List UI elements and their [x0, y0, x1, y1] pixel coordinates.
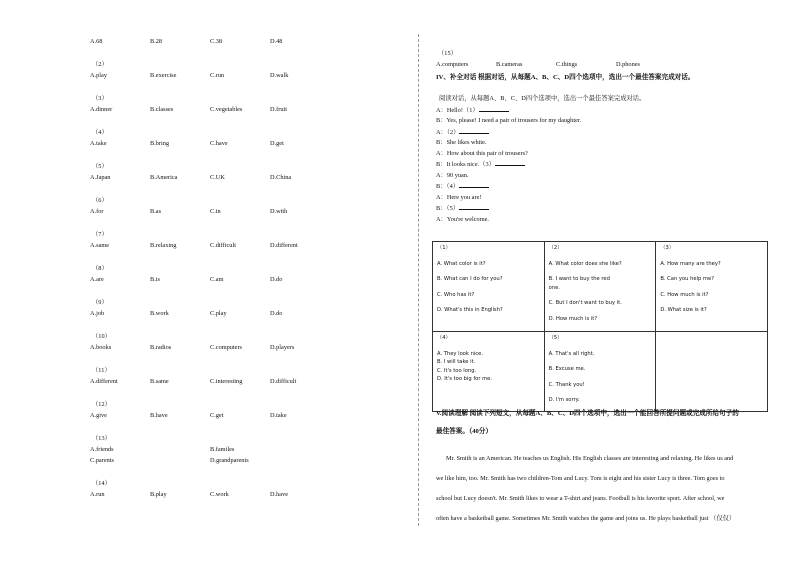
option-d: D.do [270, 276, 283, 283]
choice: D. What size is it? [660, 307, 707, 313]
option-c: C.in [210, 208, 221, 215]
left-column [88, 36, 408, 500]
option-b: B.work [150, 310, 169, 317]
option-b: B.have [150, 412, 168, 419]
option-c: C.run [210, 72, 225, 79]
choice: A. How many are they? [660, 260, 721, 267]
option-d: D.48 [270, 38, 283, 45]
question-7 [88, 229, 408, 251]
table-cell-empty [656, 332, 768, 412]
section-4-title: IV、补全对话 根据对话，从每题A、B、C、D四个选项中，选出一个最佳答案完成对话。 [436, 74, 695, 81]
option-d: D.difficult [270, 378, 297, 385]
question-number: （14） [92, 480, 111, 487]
option-b: B.bring [150, 140, 170, 147]
choice: B. What can I do for you? [437, 276, 503, 282]
question-number: （11） [92, 367, 111, 374]
choice: D. I'm sorry. [548, 397, 580, 403]
option-a: A.Japan [90, 174, 111, 181]
passage-line: school but Lucy doesn't. Mr. Smith likes to wear a T-shirt and jeans. Football is his favorite sport. After school, we [436, 495, 725, 502]
reading-passage [436, 449, 776, 529]
option-c: C.UK [210, 174, 225, 181]
option-a: A.books [90, 344, 112, 351]
option-a: A.take [90, 140, 107, 147]
question-15-number: （15） [438, 50, 457, 57]
question-number: （6） [92, 197, 108, 204]
dialogue-line: B：（5） [436, 203, 771, 215]
choice: B. Can you help me? [660, 276, 714, 282]
option-c: C.parents [90, 457, 114, 464]
dialogue-line: B：She likes white. [436, 139, 487, 146]
options-table [432, 241, 768, 412]
option-d: D.get [270, 140, 284, 147]
choice: C. How much is it? [660, 291, 709, 298]
question-number: （10） [92, 333, 111, 340]
dialogue-line: B：It looks nice.（3） [436, 159, 771, 171]
option-d: D.grandparents [210, 457, 249, 464]
question-2 [88, 59, 408, 81]
option-b: B.cameras [496, 61, 523, 68]
option-b: B.play [150, 491, 167, 498]
option-a: A.job [90, 310, 105, 317]
option-b: B.America [150, 174, 178, 181]
choice: D. What's this in English? [437, 307, 503, 313]
question-11 [88, 365, 408, 387]
question-4 [88, 127, 408, 149]
option-c: C.computers [210, 344, 243, 351]
question-number: （9） [92, 299, 108, 306]
question-number: （4） [92, 129, 108, 136]
option-d: D.phones [616, 61, 640, 68]
option-b: B.exercise [150, 72, 177, 79]
table-cell-5: （5） A. That's all right. B. Excuse me. C. Thank you! D. I'm sorry. [544, 332, 656, 412]
option-c: C.interesting [210, 378, 243, 385]
option-a: A.for [90, 208, 104, 215]
question-12 [88, 399, 408, 421]
option-b: B.is [150, 276, 160, 283]
answer-blank[interactable] [459, 203, 489, 210]
answer-blank[interactable] [495, 159, 525, 166]
section-5 [436, 408, 776, 529]
question-number: （13） [92, 435, 111, 442]
dialogue-line: A：You're welcome. [436, 215, 489, 223]
option-d: D.walk [270, 72, 289, 79]
dialogue-line: A：（2） [436, 127, 771, 139]
question-number: （12） [92, 401, 111, 408]
option-c: C.things [556, 61, 578, 68]
dialogue [436, 105, 771, 226]
option-a: A.different [90, 378, 118, 385]
option-a: A.give [90, 412, 107, 419]
option-a: A.68 [90, 38, 103, 45]
dialogue-instruction: 阅读对话，从每题A、B、C、D四个选项中，选出一个最佳答案完成对话。 [439, 95, 646, 102]
option-b: B.as [150, 208, 162, 215]
option-d: D.do [270, 310, 283, 317]
option-c: C.am [210, 276, 224, 283]
option-d: D.take [270, 412, 287, 419]
choice: A. That's all right. [548, 350, 595, 357]
choice: B. I will take it. [437, 359, 476, 365]
section-5-title: V.阅读理解 阅读下列短文，从每题A、B、C、D四个选项中，选出一个能回答所提问题或完成所给句子的 [436, 410, 739, 417]
option-b: B.relaxing [150, 242, 177, 249]
dialogue-line: B：（4） [436, 181, 771, 193]
answer-blank[interactable] [459, 181, 489, 188]
dialogue-line: A：Hello!（1） [436, 105, 771, 117]
answer-blank[interactable] [459, 127, 489, 134]
section-5-title-cont: 最佳答案。（40分） [436, 428, 493, 435]
table-cell-2: （2） A. What color does she like? B. I want to buy the red one. C. But I don't want to buy it. D. How much is it? [544, 242, 656, 332]
option-a: A.are [90, 276, 104, 283]
passage-line: Mr. Smith is an American. He teaches us English. His English classes are interesting and relaxing. He likes us and [446, 455, 734, 462]
question-3 [88, 93, 408, 115]
option-a: A.same [90, 242, 110, 249]
table-cell-4: （4） A. They look nice. B. I will take it. C. It's too long. D. It's too big for me. [433, 332, 545, 412]
choice: A. What color is it? [437, 260, 486, 267]
question-14 [88, 478, 408, 500]
option-c: C.play [210, 310, 227, 317]
option-d: D.have [270, 491, 289, 498]
question-number: （3） [92, 95, 108, 102]
option-c: C.work [210, 491, 229, 498]
choice: A. What color does she like? [548, 260, 622, 267]
table-cell-1: （1） A. What color is it? B. What can I do for you? C. Who has it? D. What's this in English? [433, 242, 545, 332]
option-d: D.players [270, 344, 295, 351]
question-6 [88, 195, 408, 217]
option-b: B.classes [150, 106, 174, 113]
option-d: D.China [270, 174, 292, 181]
question-13 [88, 433, 408, 466]
question-5 [88, 161, 408, 183]
option-c: C.difficult [210, 242, 236, 249]
option-c: C.have [210, 140, 228, 147]
column-divider [418, 34, 419, 526]
choice: D. How much is it? [548, 315, 598, 322]
choice: A. They look nice. [437, 350, 483, 357]
option-a: A.run [90, 491, 105, 498]
option-a: A.computers [436, 61, 469, 68]
option-b: B.radios [150, 344, 172, 351]
option-b: B.28 [150, 38, 163, 45]
option-c: C.get [210, 412, 224, 419]
choice: C. Who has it? [437, 291, 475, 298]
choice: C. But I don't want to buy it. [548, 300, 622, 306]
dialogue-line: A：How about this pair of trousers? [436, 149, 528, 157]
option-a: A.play [90, 72, 107, 79]
question-number: （7） [92, 231, 108, 238]
option-b: B.familes [210, 446, 235, 453]
dialogue-line: B：Yes, please! I need a pair of trousers for my daughter. [436, 117, 582, 124]
dialogue-line: A：Here you are! [436, 193, 482, 201]
choice: D. It's too big for me. [437, 376, 493, 382]
option-d: D.with [270, 208, 288, 215]
question-10 [88, 331, 408, 353]
option-c: C.38 [210, 38, 223, 45]
question-number: （5） [92, 163, 108, 170]
question-number: （2） [92, 61, 108, 68]
right-column [436, 48, 771, 225]
option-d: D.fruit [270, 106, 287, 113]
option-b: B.same [150, 378, 169, 385]
table-cell-3: （3） A. How many are they? B. Can you help me? C. How much is it? D. What size is it? [656, 242, 768, 332]
choice: C. Thank you! [548, 381, 585, 388]
dialogue-line: A：90 yuan. [436, 171, 469, 179]
choice: C. It's too long. [437, 367, 477, 374]
question-9 [88, 297, 408, 319]
question-number: （8） [92, 265, 108, 272]
question-8 [88, 263, 408, 285]
passage-line: we like him, too. Mr. Smith has two children-Tom and Lucy. Tom is eight and his sister Lucy is three. Tom goes to [436, 475, 725, 482]
option-d: D.different [270, 242, 298, 249]
answer-blank[interactable] [479, 105, 509, 112]
passage-line: often have a basketball game. Sometimes Mr. Smith watches the game and joins us. He plays basketball just （仅仅） [436, 515, 736, 522]
question-1-options [88, 36, 408, 47]
option-c: C.vegetables [210, 106, 243, 113]
option-a: A.friends [90, 446, 114, 453]
choice: B. Excuse me. [548, 366, 586, 372]
option-a: A.dinner [90, 106, 113, 113]
choice: B. I want to buy the red one. [548, 276, 610, 291]
question-15-options [436, 59, 771, 70]
